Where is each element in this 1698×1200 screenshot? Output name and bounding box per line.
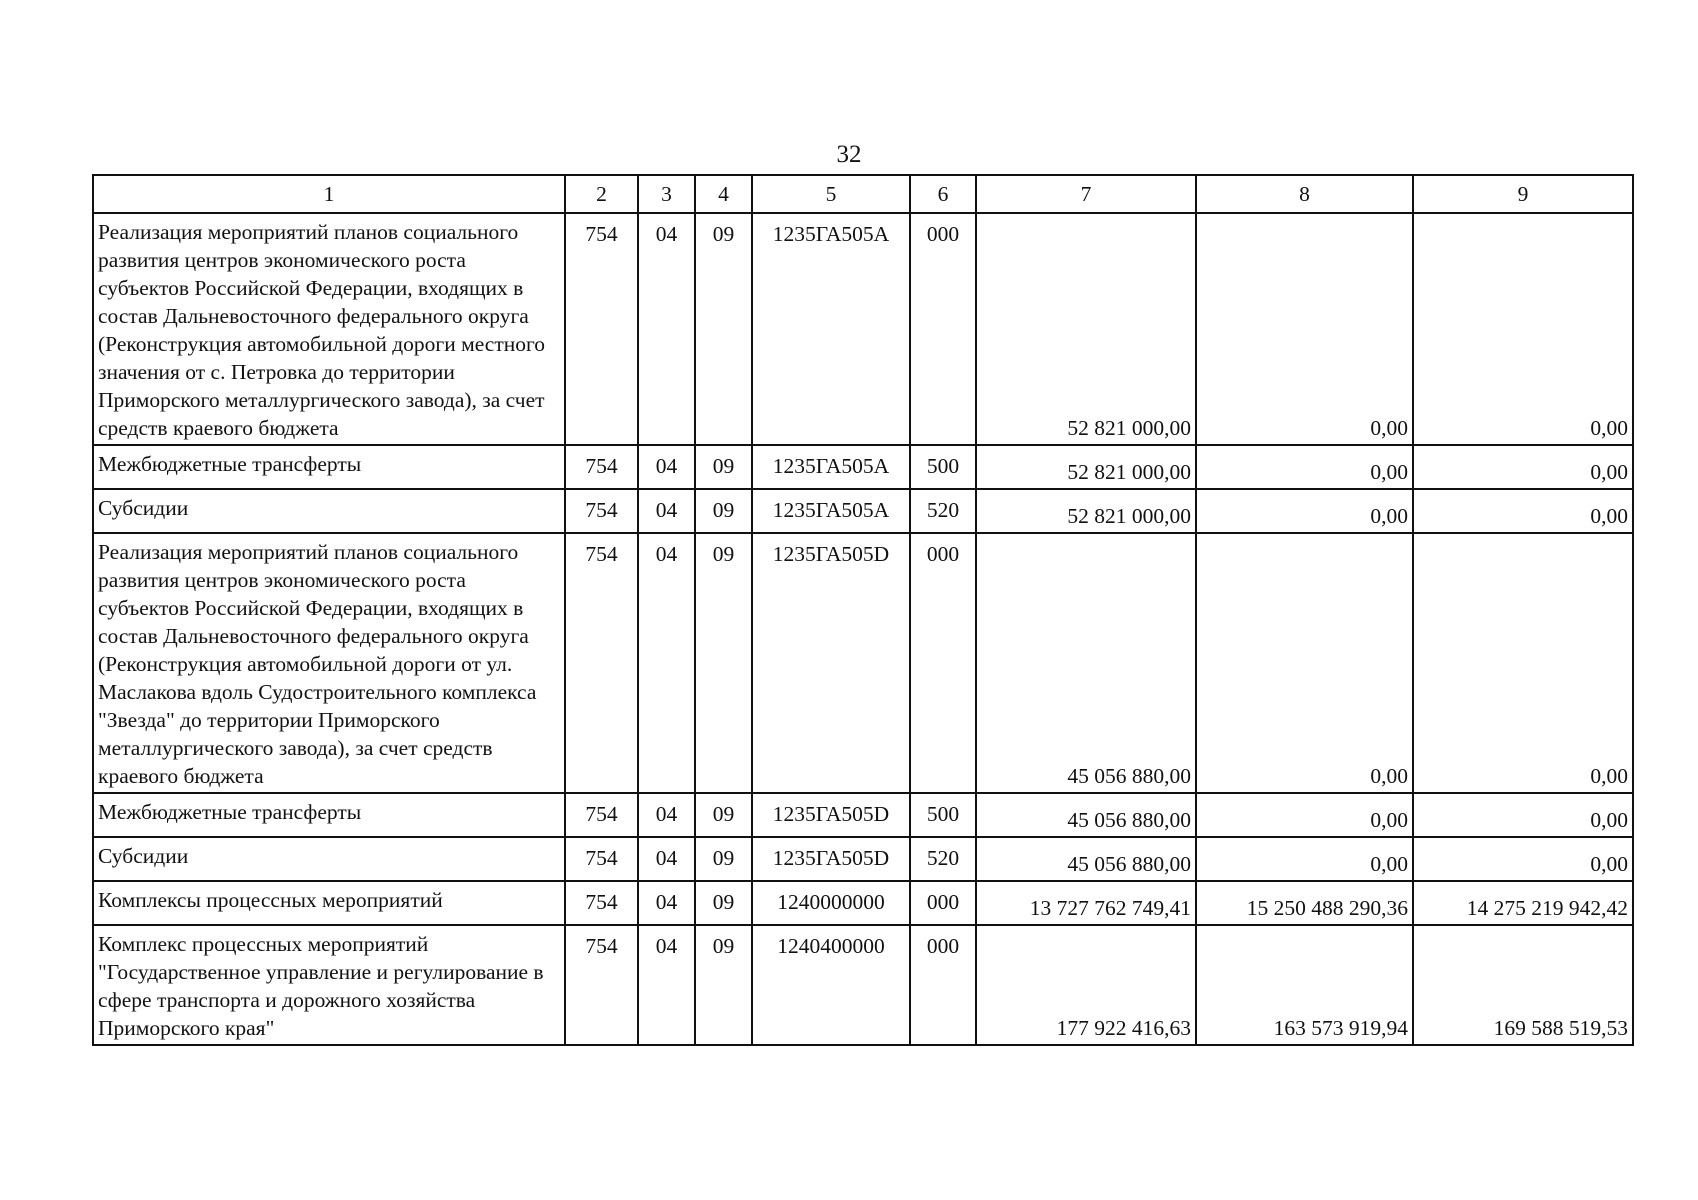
- row-amount-8: 0,00: [1196, 533, 1413, 793]
- table-row: [93, 881, 1633, 925]
- row-code-5: 1240400000: [752, 925, 910, 1045]
- column-header: 5: [752, 175, 910, 213]
- row-amount-9: 0,00: [1413, 837, 1633, 881]
- row-code-3: 04: [638, 793, 695, 837]
- row-amount-7: 45 056 880,00: [976, 533, 1196, 793]
- row-code-2: 754: [565, 925, 638, 1045]
- row-amount-8: 15 250 488 290,36: [1196, 881, 1413, 925]
- row-code-3: 04: [638, 213, 695, 445]
- row-amount-8: 0,00: [1196, 489, 1413, 533]
- row-code-2: 754: [565, 533, 638, 793]
- page-number: 32: [836, 141, 862, 168]
- row-amount-8: 163 573 919,94: [1196, 925, 1413, 1045]
- column-header: 9: [1413, 175, 1633, 213]
- row-code-5: 1235ГА505D: [752, 837, 910, 881]
- table-row: [93, 533, 1633, 793]
- row-amount-9: 0,00: [1413, 213, 1633, 445]
- row-name: Субсидии: [93, 837, 565, 881]
- column-header: 3: [638, 175, 695, 213]
- row-name: Реализация мероприятий планов социального развития центров экономического роста субъектов Российской Федерации, входящих в состав Дальневосточного федерального округа (Реконструкция автомобильной дороги местного значения от с. Петровка до территории Приморского металлургического завода), за счет средств краевого бюджета: [93, 213, 565, 445]
- row-code-6: 520: [910, 489, 976, 533]
- row-code-3: 04: [638, 925, 695, 1045]
- table-row: [93, 925, 1633, 1045]
- row-amount-9: 0,00: [1413, 489, 1633, 533]
- row-code-3: 04: [638, 881, 695, 925]
- row-code-4: 09: [695, 837, 752, 881]
- row-name: Реализация мероприятий планов социального развития центров экономического роста субъектов Российской Федерации, входящих в состав Дальневосточного федерального округа (Реконструкция автомобильной дороги от ул. Маслакова вдоль Судостроительного комплекса "Звезда" до территории Приморского металлургического завода), за счет средств краевого бюджета: [93, 533, 565, 793]
- table-row: [93, 213, 1633, 445]
- row-code-3: 04: [638, 489, 695, 533]
- row-code-6: 000: [910, 925, 976, 1045]
- row-name: Межбюджетные трансферты: [93, 793, 565, 837]
- row-code-6: 000: [910, 533, 976, 793]
- table-header-row: [93, 175, 1633, 213]
- row-code-6: 500: [910, 793, 976, 837]
- row-amount-8: 0,00: [1196, 213, 1413, 445]
- row-amount-8: 0,00: [1196, 837, 1413, 881]
- row-code-2: 754: [565, 489, 638, 533]
- table-row: [93, 793, 1633, 837]
- column-header: 8: [1196, 175, 1413, 213]
- row-code-3: 04: [638, 445, 695, 489]
- row-code-5: 1240000000: [752, 881, 910, 925]
- row-code-3: 04: [638, 837, 695, 881]
- row-name: Комплексы процессных мероприятий: [93, 881, 565, 925]
- row-amount-9: 14 275 219 942,42: [1413, 881, 1633, 925]
- row-code-6: 000: [910, 881, 976, 925]
- row-code-6: 500: [910, 445, 976, 489]
- row-amount-7: 45 056 880,00: [976, 793, 1196, 837]
- row-code-4: 09: [695, 445, 752, 489]
- row-code-2: 754: [565, 213, 638, 445]
- column-header: 1: [93, 175, 565, 213]
- row-code-2: 754: [565, 445, 638, 489]
- row-amount-8: 0,00: [1196, 793, 1413, 837]
- row-name: Межбюджетные трансферты: [93, 445, 565, 489]
- column-header: 4: [695, 175, 752, 213]
- table-row: [93, 489, 1633, 533]
- budget-table: [92, 174, 1634, 1046]
- row-amount-7: 52 821 000,00: [976, 445, 1196, 489]
- row-amount-9: 0,00: [1413, 533, 1633, 793]
- column-header: 6: [910, 175, 976, 213]
- row-amount-7: 45 056 880,00: [976, 837, 1196, 881]
- column-header: 7: [976, 175, 1196, 213]
- row-code-2: 754: [565, 881, 638, 925]
- row-code-6: 000: [910, 213, 976, 445]
- row-code-6: 520: [910, 837, 976, 881]
- row-amount-9: 169 588 519,53: [1413, 925, 1633, 1045]
- row-code-5: 1235ГА505А: [752, 489, 910, 533]
- row-code-4: 09: [695, 881, 752, 925]
- table-row: [93, 445, 1633, 489]
- row-code-3: 04: [638, 533, 695, 793]
- row-name: Субсидии: [93, 489, 565, 533]
- row-code-4: 09: [695, 489, 752, 533]
- row-code-5: 1235ГА505D: [752, 793, 910, 837]
- row-amount-7: 52 821 000,00: [976, 489, 1196, 533]
- row-code-4: 09: [695, 925, 752, 1045]
- row-amount-9: 0,00: [1413, 793, 1633, 837]
- row-code-5: 1235ГА505D: [752, 533, 910, 793]
- column-header: 2: [565, 175, 638, 213]
- row-code-5: 1235ГА505А: [752, 213, 910, 445]
- row-amount-9: 0,00: [1413, 445, 1633, 489]
- row-amount-8: 0,00: [1196, 445, 1413, 489]
- row-code-4: 09: [695, 213, 752, 445]
- row-code-2: 754: [565, 837, 638, 881]
- row-name: Комплекс процессных мероприятий "Государственное управление и регулирование в сфере транспорта и дорожного хозяйства Приморского края": [93, 925, 565, 1045]
- row-code-5: 1235ГА505А: [752, 445, 910, 489]
- row-amount-7: 13 727 762 749,41: [976, 881, 1196, 925]
- row-amount-7: 52 821 000,00: [976, 213, 1196, 445]
- row-code-4: 09: [695, 533, 752, 793]
- row-code-2: 754: [565, 793, 638, 837]
- table-row: [93, 837, 1633, 881]
- row-code-4: 09: [695, 793, 752, 837]
- row-amount-7: 177 922 416,63: [976, 925, 1196, 1045]
